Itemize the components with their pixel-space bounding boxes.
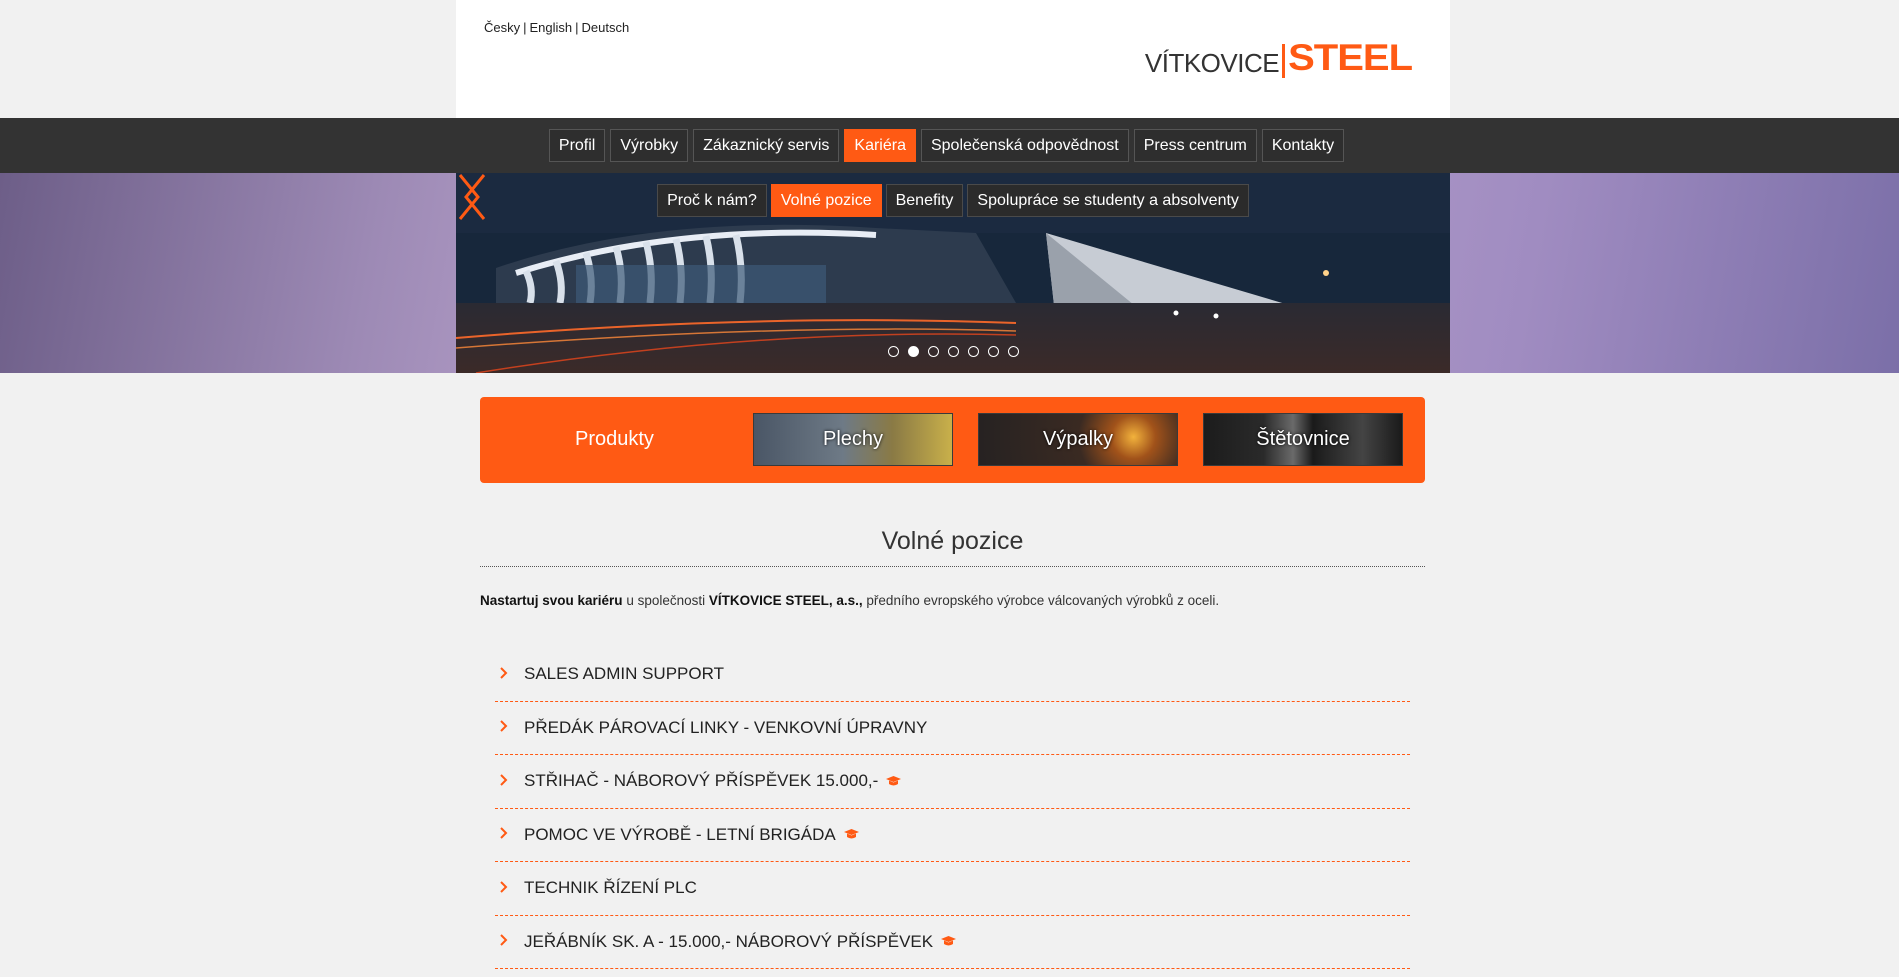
- header: [456, 0, 1450, 118]
- slider-dot[interactable]: [928, 346, 939, 357]
- chevron-right-icon: [498, 720, 510, 732]
- intro-text-1: u společnosti: [622, 593, 709, 608]
- job-title: STŘIHAČ - NÁBOROVÝ PŘÍSPĚVEK 15.000,-: [524, 771, 879, 791]
- product-vypalky-button[interactable]: Výpalky: [978, 413, 1178, 466]
- slider-dot[interactable]: [968, 346, 979, 357]
- lang-separator: |: [523, 20, 527, 35]
- slider-dot[interactable]: [888, 346, 899, 357]
- job-title: JEŘÁBNÍK SK. A - 15.000,- NÁBOROVÝ PŘÍSPĚVEK: [524, 931, 934, 951]
- job-item[interactable]: [495, 809, 1410, 863]
- nav-item-zakaznicky-servis[interactable]: Zákaznický servis: [693, 129, 839, 162]
- job-item[interactable]: [495, 702, 1410, 756]
- slider-dot[interactable]: [948, 346, 959, 357]
- intro-text-2: předního evropského výrobce válcovaných výrobků z oceli.: [862, 593, 1220, 608]
- graduation-cap-icon: [940, 935, 957, 948]
- logo-divider: [1282, 44, 1285, 78]
- page-title: Volné pozice: [881, 527, 1024, 555]
- logo[interactable]: [1145, 38, 1412, 78]
- main-nav: [0, 118, 1899, 173]
- slider-dot[interactable]: [1008, 346, 1019, 357]
- job-item[interactable]: [495, 862, 1410, 916]
- chevron-right-icon: [498, 667, 510, 679]
- job-item[interactable]: [495, 648, 1410, 702]
- product-stetovnice-button[interactable]: Štětovnice: [1203, 413, 1403, 466]
- lang-english[interactable]: English: [529, 20, 573, 35]
- job-item[interactable]: [495, 755, 1410, 809]
- job-title: PŘEDÁK PÁROVACÍ LINKY - VENKOVNÍ ÚPRAVNY: [524, 717, 928, 737]
- chevron-right-icon: [498, 934, 510, 946]
- subnav-item-benefity[interactable]: Benefity: [886, 184, 964, 217]
- slider-dot[interactable]: [988, 346, 999, 357]
- products-bar: [480, 397, 1425, 483]
- job-title: SALES ADMIN SUPPORT: [524, 664, 724, 684]
- lang-separator: |: [575, 20, 579, 35]
- intro-bold-2: VÍTKOVICE STEEL, a.s.,: [708, 593, 863, 608]
- nav-item-kariera[interactable]: Kariéra: [844, 129, 916, 162]
- title-divider: [480, 566, 1425, 567]
- chevron-right-icon: [498, 881, 510, 893]
- subnav-item-proc-k-nam[interactable]: Proč k nám?: [657, 184, 767, 217]
- sub-nav: [456, 184, 1450, 217]
- slider-dot[interactable]: [908, 346, 919, 357]
- nav-item-press-centrum[interactable]: Press centrum: [1134, 129, 1257, 162]
- products-label[interactable]: Produkty: [575, 428, 654, 450]
- logo-text-steel: STEEL: [1288, 37, 1412, 79]
- logo-text-vitkovice: VÍTKOVICE: [1144, 48, 1280, 78]
- product-plechy-button[interactable]: Plechy: [753, 413, 953, 466]
- subnav-item-volne-pozice[interactable]: Volné pozice: [771, 184, 882, 217]
- intro-bold-1: Nastartuj svou kariéru: [480, 593, 623, 608]
- subnav-item-spoluprace[interactable]: Spolupráce se studenty a absolventy: [967, 184, 1249, 217]
- language-switcher: [484, 20, 629, 35]
- job-list: [495, 648, 1410, 969]
- chevron-right-icon[interactable]: [456, 173, 482, 221]
- job-title: POMOC VE VÝROBĚ - LETNÍ BRIGÁDA: [524, 824, 836, 844]
- job-item[interactable]: [495, 916, 1410, 970]
- nav-item-profil[interactable]: Profil: [549, 129, 605, 162]
- intro-text: [480, 593, 1219, 608]
- graduation-cap-icon: [885, 775, 902, 788]
- nav-item-kontakty[interactable]: Kontakty: [1262, 129, 1344, 162]
- job-title: TECHNIK ŘÍZENÍ PLC: [524, 878, 697, 898]
- nav-item-vyrobky[interactable]: Výrobky: [610, 129, 688, 162]
- slider-dots: [456, 346, 1450, 357]
- lang-cesky[interactable]: Česky: [484, 20, 521, 35]
- chevron-right-icon: [498, 827, 510, 839]
- nav-item-spolecenska-odpovednost[interactable]: Společenská odpovědnost: [921, 129, 1129, 162]
- graduation-cap-icon: [843, 828, 860, 841]
- hero-slider: [456, 173, 1450, 373]
- lang-deutsch[interactable]: Deutsch: [581, 20, 630, 35]
- chevron-right-icon: [498, 774, 510, 786]
